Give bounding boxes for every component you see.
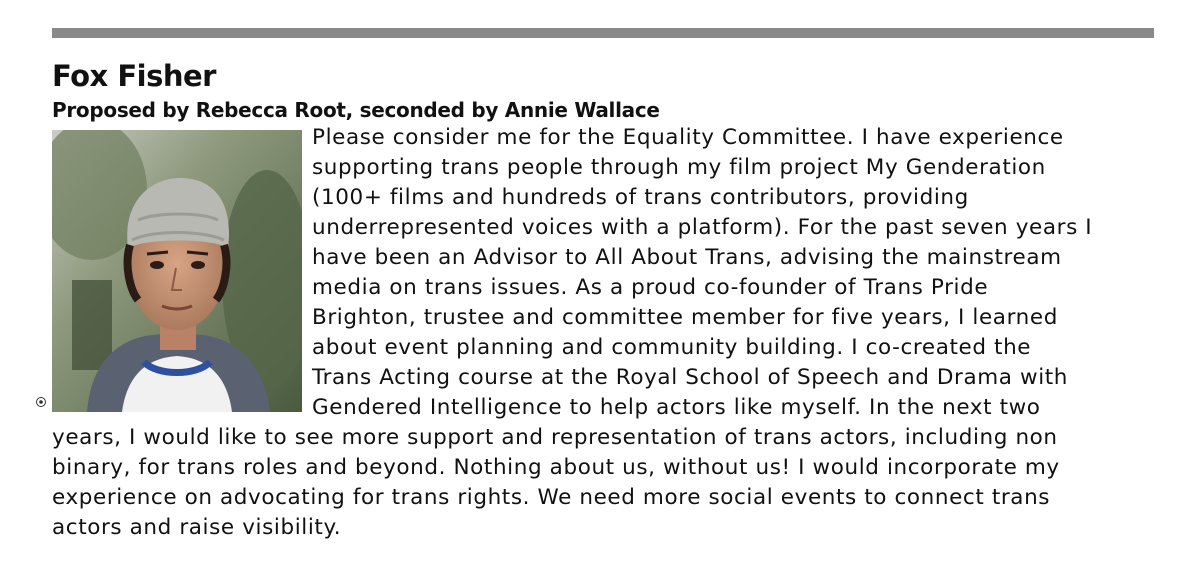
statement-line: media on trans issues. As a proud co-founder of Trans Pride: [312, 275, 989, 300]
candidate-name: Fox Fisher: [52, 59, 216, 93]
statement-line: Please consider me for the Equality Committee. I have experience: [312, 125, 1064, 150]
statement-line: have been an Advisor to All About Trans, advising the mainstream: [312, 245, 1062, 270]
object-anchor-icon[interactable]: [35, 396, 47, 408]
proposer-line: Proposed by Rebecca Root, seconded by Annie Wallace: [52, 98, 660, 122]
statement-line: about event planning and community building. I co-created the: [312, 335, 1032, 360]
statement-line: (100+ films and hundreds of trans contributors, providing: [312, 185, 969, 210]
statement-line: experience on advocating for trans rights. We need more social events to connect trans: [52, 485, 1051, 510]
statement-line: Trans Acting course at the Royal School of Speech and Drama with: [312, 365, 1069, 390]
section-divider: [52, 28, 1154, 38]
statement-line: underrepresented voices with a platform). For the past seven years I: [312, 215, 1093, 240]
candidate-statement: [52, 123, 1167, 543]
statement-line: Gendered Intelligence to help actors like myself. In the next two: [312, 395, 1041, 420]
statement-line: binary, for trans roles and beyond. Nothing about us, without us! I would incorporate my: [52, 455, 1060, 480]
statement-line: supporting trans people through my film project My Genderation: [312, 155, 1046, 180]
statement-line: actors and raise visibility.: [52, 515, 342, 540]
statement-line: Brighton, trustee and committee member for five years, I learned: [312, 305, 1058, 330]
statement-line: years, I would like to see more support and representation of trans actors, including non: [52, 425, 1058, 450]
